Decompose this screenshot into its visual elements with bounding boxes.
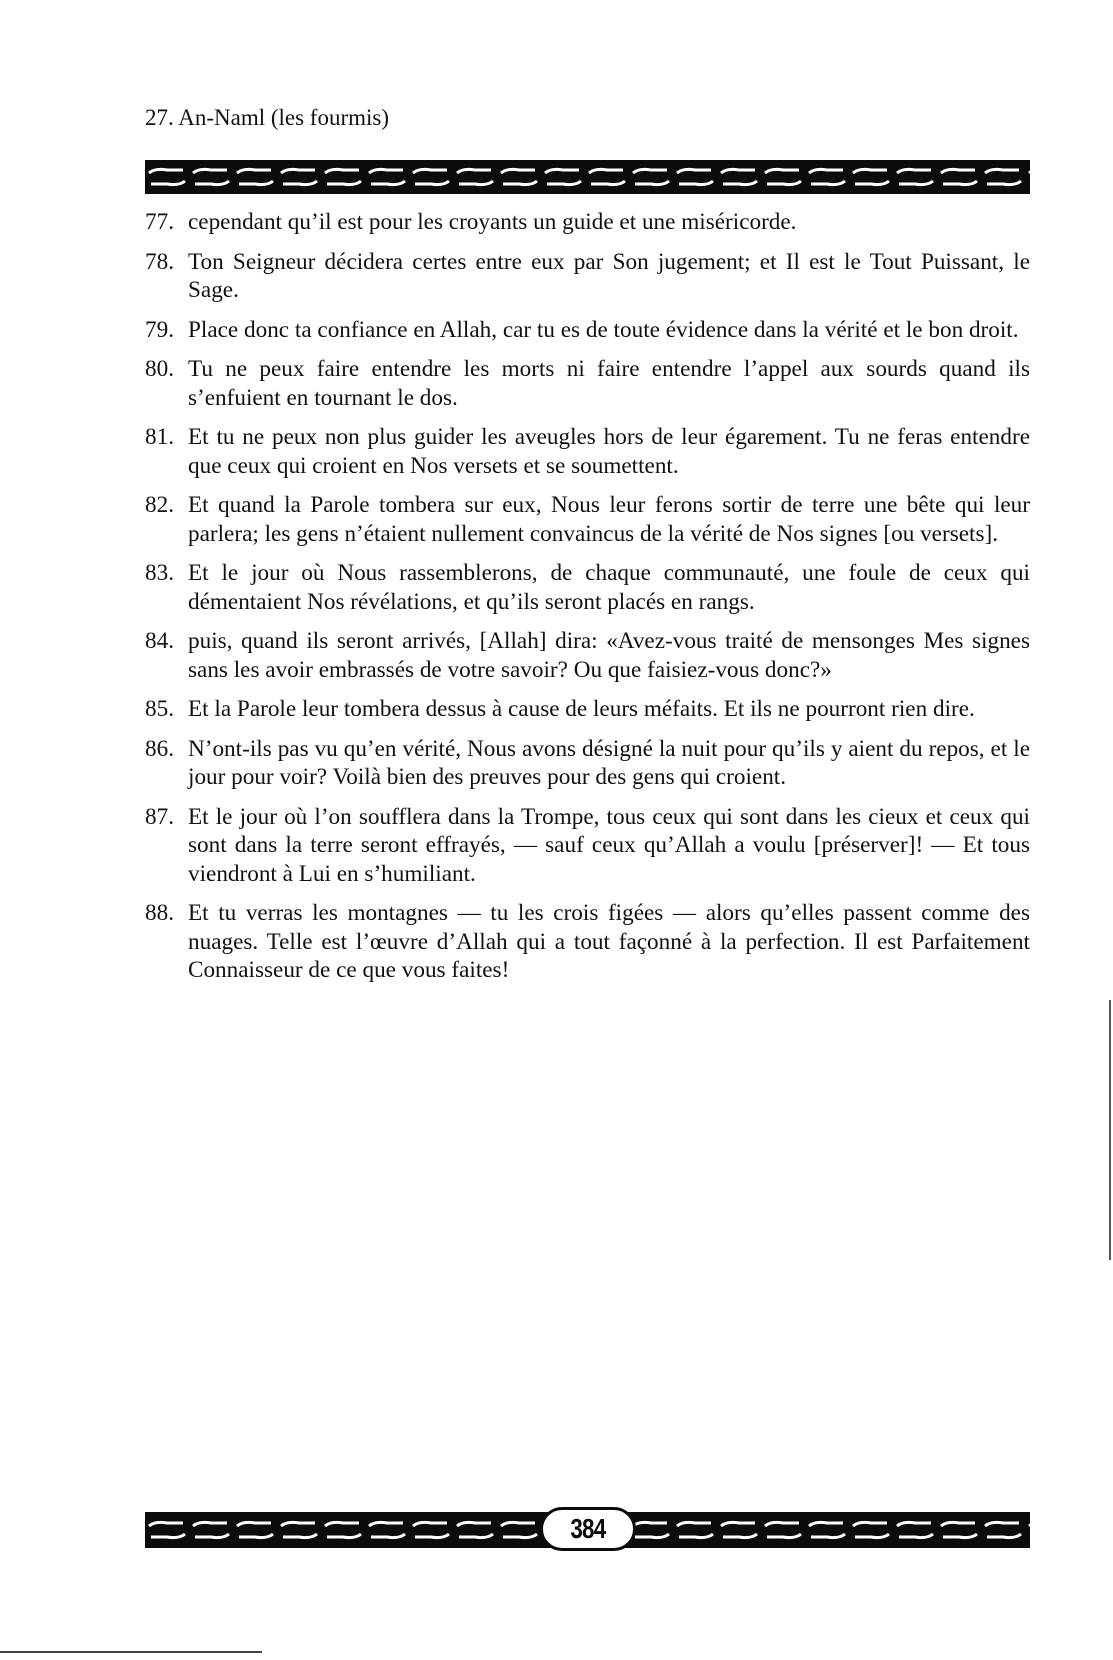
verse-text: N’ont-ils pas vu qu’en vérité, Nous avons désigné la nuit pour qu’ils y aient du repos, et le jour pour voir? Voilà bien des preuves pour des gens qui croient. — [188, 735, 1030, 790]
verse-text: Et tu ne peux non plus guider les aveugles hors de leur égarement. Tu ne feras entendre que ceux qui croient en Nos versets et se soumettent. — [188, 424, 1030, 479]
verse-text: Et tu verras les montagnes — tu les crois figées — alors qu’elles passent comme des nuages. Telle est l’œuvre d’Allah qui a tout façonné à la perfection. Il est Parfaitement Connaisseur de ce que vous faites! — [188, 900, 1030, 983]
verse-number: 83. — [145, 560, 174, 586]
verse-85 — [145, 695, 1030, 724]
verse-80 — [145, 355, 1030, 412]
page-number: 384 — [570, 1513, 606, 1544]
verse-number: 86. — [145, 735, 174, 762]
verse-text: Et quand la Parole tombera sur eux, Nous leur ferons sortir de terre une bête qui leur parlera; les gens n’étaient nullement convaincus de la vérité de Nos signes [ou versets]. — [188, 492, 1030, 547]
verse-87 — [145, 803, 1030, 889]
verse-list — [145, 208, 1030, 996]
ornament-pattern-top — [145, 160, 1030, 194]
verse-84 — [145, 627, 1030, 684]
verse-text: Et le jour où l’on soufflera dans la Trompe, tous ceux qui sont dans les cieux et ceux qui sont dans la terre seront effrayés, — sauf ceux qu’Allah a voulu [préserver]! — Et tous viendront à Lui en s’humiliant. — [188, 803, 1030, 887]
verse-number: 84. — [145, 628, 174, 654]
verse-number: 88. — [145, 900, 174, 926]
verse-number: 77. — [145, 209, 174, 235]
scan-edge-line-bottom — [0, 1651, 262, 1653]
verse-number: 79. — [145, 316, 174, 343]
decorative-top-border — [145, 160, 1030, 194]
verse-77 — [145, 208, 1030, 237]
verse-number: 85. — [145, 696, 174, 722]
verse-number: 81. — [145, 424, 174, 450]
scan-edge-line-right — [1109, 1000, 1111, 1260]
verse-83 — [145, 559, 1030, 616]
verse-88 — [145, 899, 1030, 985]
verse-86 — [145, 735, 1030, 792]
verse-78 — [145, 248, 1030, 305]
verse-text: Ton Seigneur décidera certes entre eux par Son jugement; et Il est le Tout Puissant, le Sage. — [188, 248, 1030, 303]
verse-text: puis, quand ils seront arrivés, [Allah] dira: «Avez-vous traité de mensonges Mes signes sans les avoir embrassés de votre savoir? Ou que faisiez-vous donc?» — [188, 628, 1030, 683]
verse-number: 78. — [145, 248, 174, 275]
verse-text: Et la Parole leur tombera dessus à cause de leurs méfaits. Et ils ne pourront rien dire. — [188, 696, 975, 722]
verse-number: 82. — [145, 492, 174, 518]
verse-text: Tu ne peux faire entendre les morts ni faire entendre l’appel aux sourds quand ils s’enfuient en tournant le dos. — [188, 356, 1030, 411]
verse-text: Place donc ta confiance en Allah, car tu es de toute évidence dans la vérité et le bon droit. — [188, 316, 1019, 343]
verse-text: cependant qu’il est pour les croyants un guide et une miséricorde. — [188, 209, 797, 235]
page-number-cartouche — [540, 1507, 636, 1551]
verse-82 — [145, 491, 1030, 548]
verse-79 — [145, 316, 1030, 345]
page-header-title: 27. An-Naml (les fourmis) — [145, 105, 390, 130]
verse-text: Et le jour où Nous rassemblerons, de chaque communauté, une foule de ceux qui démentaient Nos révélations, et qu’ils seront placés en rangs. — [188, 560, 1030, 615]
verse-number: 80. — [145, 356, 174, 382]
verse-81 — [145, 423, 1030, 480]
verse-number: 87. — [145, 803, 174, 830]
